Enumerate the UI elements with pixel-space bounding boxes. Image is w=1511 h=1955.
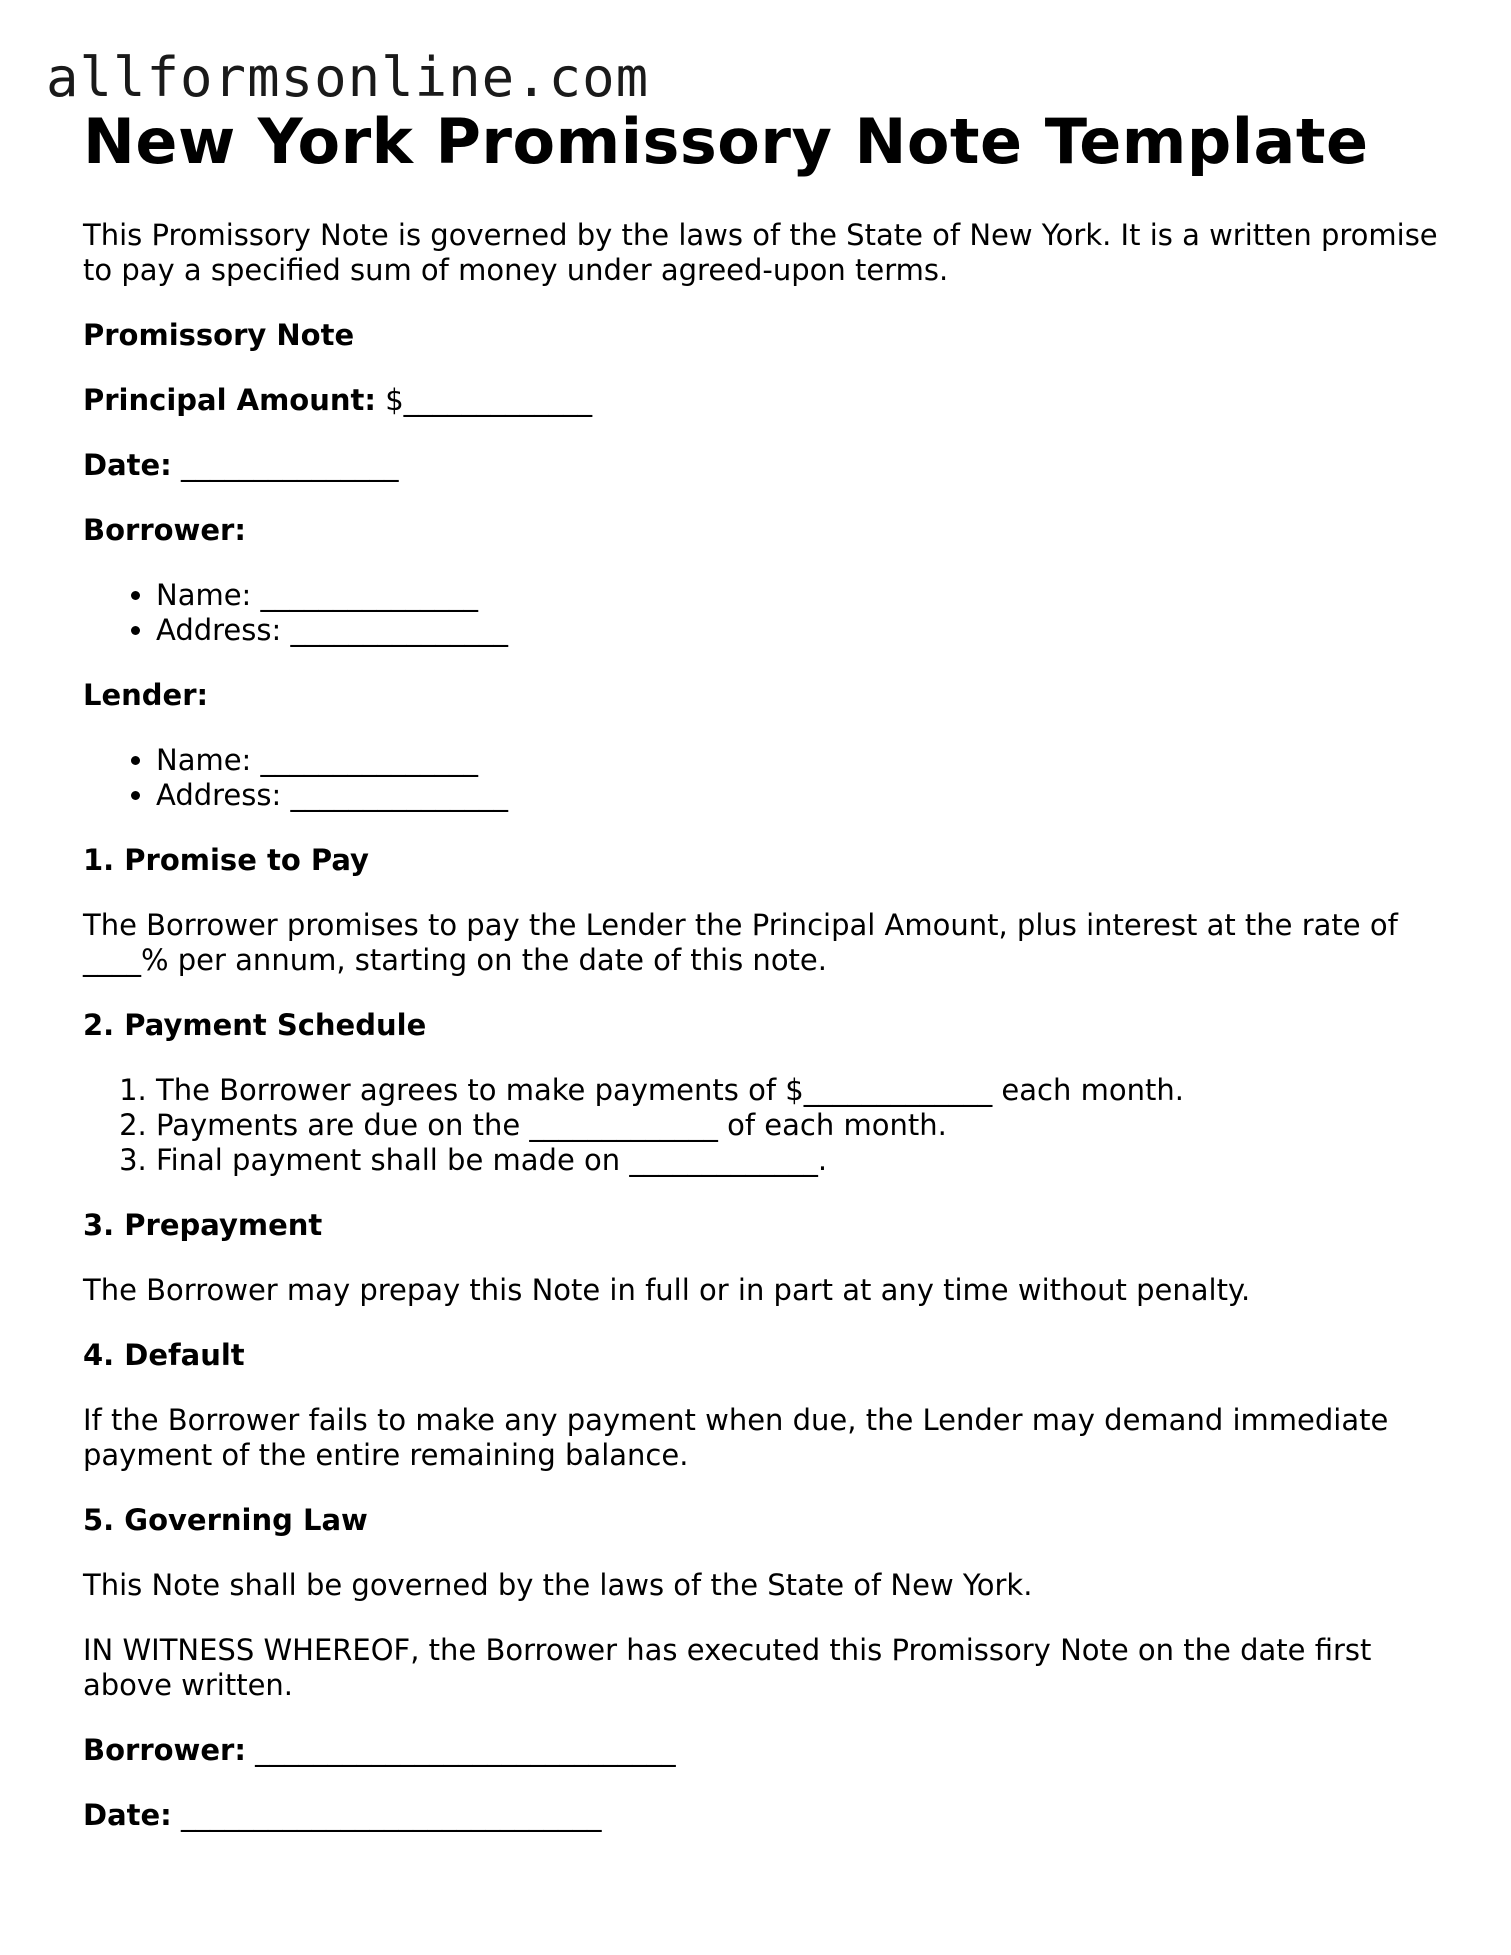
document-page	[83, 104, 1443, 1833]
borrower-signature-blank: _____________________________	[245, 1733, 676, 1767]
payment-schedule-heading: 2. Payment Schedule	[83, 1008, 427, 1042]
payment-schedule-list	[83, 1073, 1443, 1178]
intro-paragraph: This Promissory Note is governed by the laws of the State of New York. It is a written promise to pay a specified sum of money under agreed-upon terms.	[83, 218, 1438, 287]
promise-to-pay-text: The Borrower promises to pay the Lender the Principal Amount, plus interest at the rate of ____% per annum, starting on the date of this note.	[83, 908, 1398, 977]
lender-address-item: • Address: _______________	[156, 778, 1443, 813]
promise-to-pay-heading: 1. Promise to Pay	[83, 843, 369, 877]
prepayment-text: The Borrower may prepay this Note in full or in part at any time without penalty.	[83, 1273, 1251, 1307]
governing-law-heading: 5. Governing Law	[83, 1503, 368, 1537]
principal-amount-field	[83, 383, 1443, 418]
lender-details-list	[83, 743, 1443, 813]
borrower-details-list	[83, 578, 1443, 648]
date-blank: _______________	[171, 448, 399, 482]
signature-date-blank: _____________________________	[171, 1798, 602, 1832]
lender-heading: Lender:	[83, 678, 209, 712]
principal-amount-blank: $_____________	[375, 383, 593, 417]
default-heading: 4. Default	[83, 1338, 245, 1372]
signature-date-line	[83, 1798, 1443, 1833]
watermark: allformsonline.com	[46, 46, 650, 109]
note-heading: Promissory Note	[83, 318, 355, 352]
borrower-name-item: • Name: _______________	[156, 578, 1443, 613]
date-label: Date:	[83, 448, 172, 482]
governing-law-text: This Note shall be governed by the laws of the State of New York.	[83, 1568, 1033, 1602]
borrower-heading: Borrower:	[83, 513, 246, 547]
witness-statement: IN WITNESS WHEREOF, the Borrower has executed this Promissory Note on the date first above written.	[83, 1633, 1372, 1702]
prepayment-heading: 3. Prepayment	[83, 1208, 323, 1242]
payment-schedule-item: 3. Final payment shall be made on _____________.	[156, 1143, 1443, 1178]
signature-date-label: Date:	[83, 1798, 172, 1832]
borrower-signature-line	[83, 1733, 1443, 1768]
default-text: If the Borrower fails to make any payment when due, the Lender may demand immediate payment of the entire remaining balance.	[83, 1403, 1389, 1472]
payment-schedule-item: 1. The Borrower agrees to make payments of $_____________ each month.	[156, 1073, 1443, 1108]
document-title: New York Promissory Note Template	[83, 105, 1369, 178]
principal-amount-label: Principal Amount:	[83, 383, 376, 417]
date-field	[83, 448, 1443, 483]
borrower-address-item: • Address: _______________	[156, 613, 1443, 648]
borrower-signature-label: Borrower:	[83, 1733, 246, 1767]
lender-name-item: • Name: _______________	[156, 743, 1443, 778]
payment-schedule-item: 2. Payments are due on the _____________ of each month.	[156, 1108, 1443, 1143]
